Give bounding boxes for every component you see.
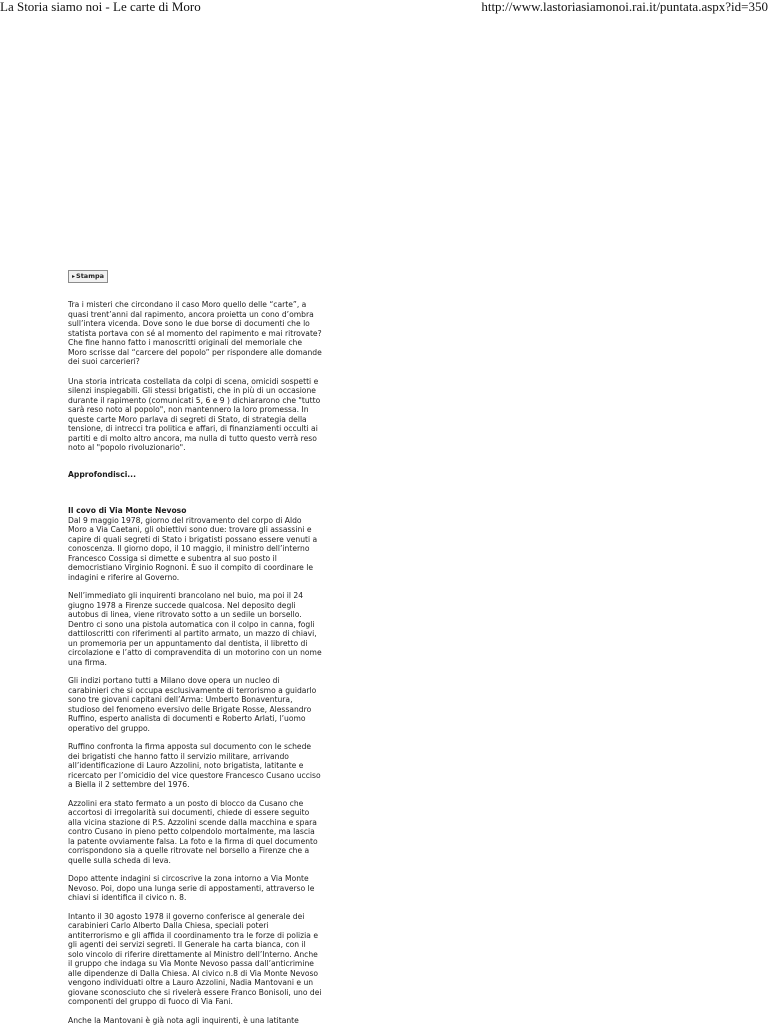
section-title: Il covo di Via Monte Nevoso <box>68 506 322 516</box>
body-paragraph-6: Dopo attente indagini si circoscrive la zona intorno a Via Monte Nevoso. Poi, dopo una lunga serie di appostamenti, attraverso le chiavi si identifica il civico n. 8. <box>68 874 322 903</box>
print-header-url: http://www.lastoriasiamonoi.rai.it/puntata.aspx?id=350 <box>481 0 768 14</box>
article <box>68 270 322 1025</box>
body-paragraph-4: Ruffino confronta la firma apposta sul documento con le schede dei brigatisti che hanno fatto il servizio militare, arrivando all’identificazione di Lauro Azzolini, noto brigatista, latitante e ricercato per l’omicidio del vice questore Francesco Cusano ucciso a Biella il 2 settembre del 1976. <box>68 742 322 790</box>
body-paragraph-5: Azzolini era stato fermato a un posto di blocco da Cusano che accortosi di irregolarità sui documenti, chiede di essere seguito alla vicina stazione di P.S. Azzolini scende dalla macchina e spara contro Cusano in pieno petto colpendolo mortalmente, ma lascia la patente ovviamente falsa. La foto e la firma di quel documento corrispondono sia a quelle ritrovate nel borsello a Firenze che a quelle sulla scheda di leva. <box>68 799 322 866</box>
intro-paragraph-2: Una storia intricata costellata da colpi di scena, omicidi sospetti e silenzi inspiegabili. Gli stessi brigatisti, che in più di un occasione durante il rapimento (comunicati 5, 6 e 9 ) dichiararono che "tutto sarà reso noto al popolo", non mantennero la loro promessa. In queste carte Moro parlava di segreti di Stato, di strategia della tensione, di intrecci tra politica e affari, di finanziamenti occulti ai partiti e di molto altro ancora, ma nulla di tutto questo verrà reso noto al "popolo rivoluzionario". <box>68 377 322 453</box>
body-paragraph-7: Intanto il 30 agosto 1978 il governo conferisce al generale dei carabinieri Carlo Alberto Dalla Chiesa, speciali poteri antiterrorismo e gli affida il coordinamento tra le forze di polizia e gli agenti dei servizi segreti. Il Generale ha carta bianca, con il solo vincolo di riferire direttamente al Ministro dell’Interno. Anche il gruppo che indaga su Via Monte Nevoso passa dall’anticrimine alle dipendenze di Dalla Chiesa. Al civico n.8 di Via Monte Nevoso vengono individuati oltre a Lauro Azzolini, Nadia Mantovani e un giovane sconosciuto che si rivelerà essere Franco Bonisoli, uno dei componenti del gruppo di fuoco di Via Fani. <box>68 912 322 1007</box>
body-paragraph-2: Nell’immediato gli inquirenti brancolano nel buio, ma poi il 24 giugno 1978 a Firenze succede qualcosa. Nel deposito degli autobus di linea, viene ritrovato sotto a un sedile un borsello. Dentro ci sono una pistola automatica con il colpo in canna, fogli dattiloscritti con riferimenti al partito armato, un mazzo di chiavi, un promemoria per un appuntamento dal dentista, il libretto di circolazione e l’atto di compravendita di un motorino con un nome una firma. <box>68 591 322 667</box>
body-paragraph-8: Anche la Mantovani è già nota agli inquirenti, è una latitante <box>68 1016 322 1025</box>
triangle-right-icon: ▸ <box>72 273 75 280</box>
intro-paragraph-1: Tra i misteri che circondano il caso Moro quello delle “carte”, a quasi trent’anni dal rapimento, ancora proietta un cono d’ombra sull’intera vicenda. Dove sono le due borse di documenti che lo statista portava con sé al momento del rapimento e mai ritrovate? Che fine hanno fatto i manoscritti originali del memoriale che Moro scrisse dal “carcere del popolo” per rispondere alle domande dei suoi carcerieri? <box>68 300 322 367</box>
print-button[interactable] <box>68 270 108 283</box>
print-header-title: La Storia siamo noi - Le carte di Moro <box>0 0 201 14</box>
body-paragraph-3: Gli indizi portano tutti a Milano dove opera un nucleo di carabinieri che si occupa esclusivamente di terrorismo a guidarlo sono tre giovani capitani dell’Arma: Umberto Bonaventura, studioso del fenomeno eversivo delle Brigate Rosse, Alessandro Ruffino, esperto analista di documenti e Roberto Arlati, l’uomo operativo del gruppo. <box>68 676 322 733</box>
print-button-label: Stampa <box>76 272 104 280</box>
body-paragraph-1: Dal 9 maggio 1978, giorno del ritrovamento del corpo di Aldo Moro a Via Caetani, gli obiettivi sono due: trovare gli assassini e capire di quali segreti di Stato i brigatisti possano essere venuti a conoscenza. Il giorno dopo, il 10 maggio, il ministro dell’interno Francesco Cossiga si dimette e subentra al suo posto il democristiano Virginio Rognoni. È suo il compito di coordinare le indagini e riferire al Governo. <box>68 516 322 583</box>
more-heading: Approfondisci... <box>68 470 322 480</box>
print-header <box>0 0 768 16</box>
